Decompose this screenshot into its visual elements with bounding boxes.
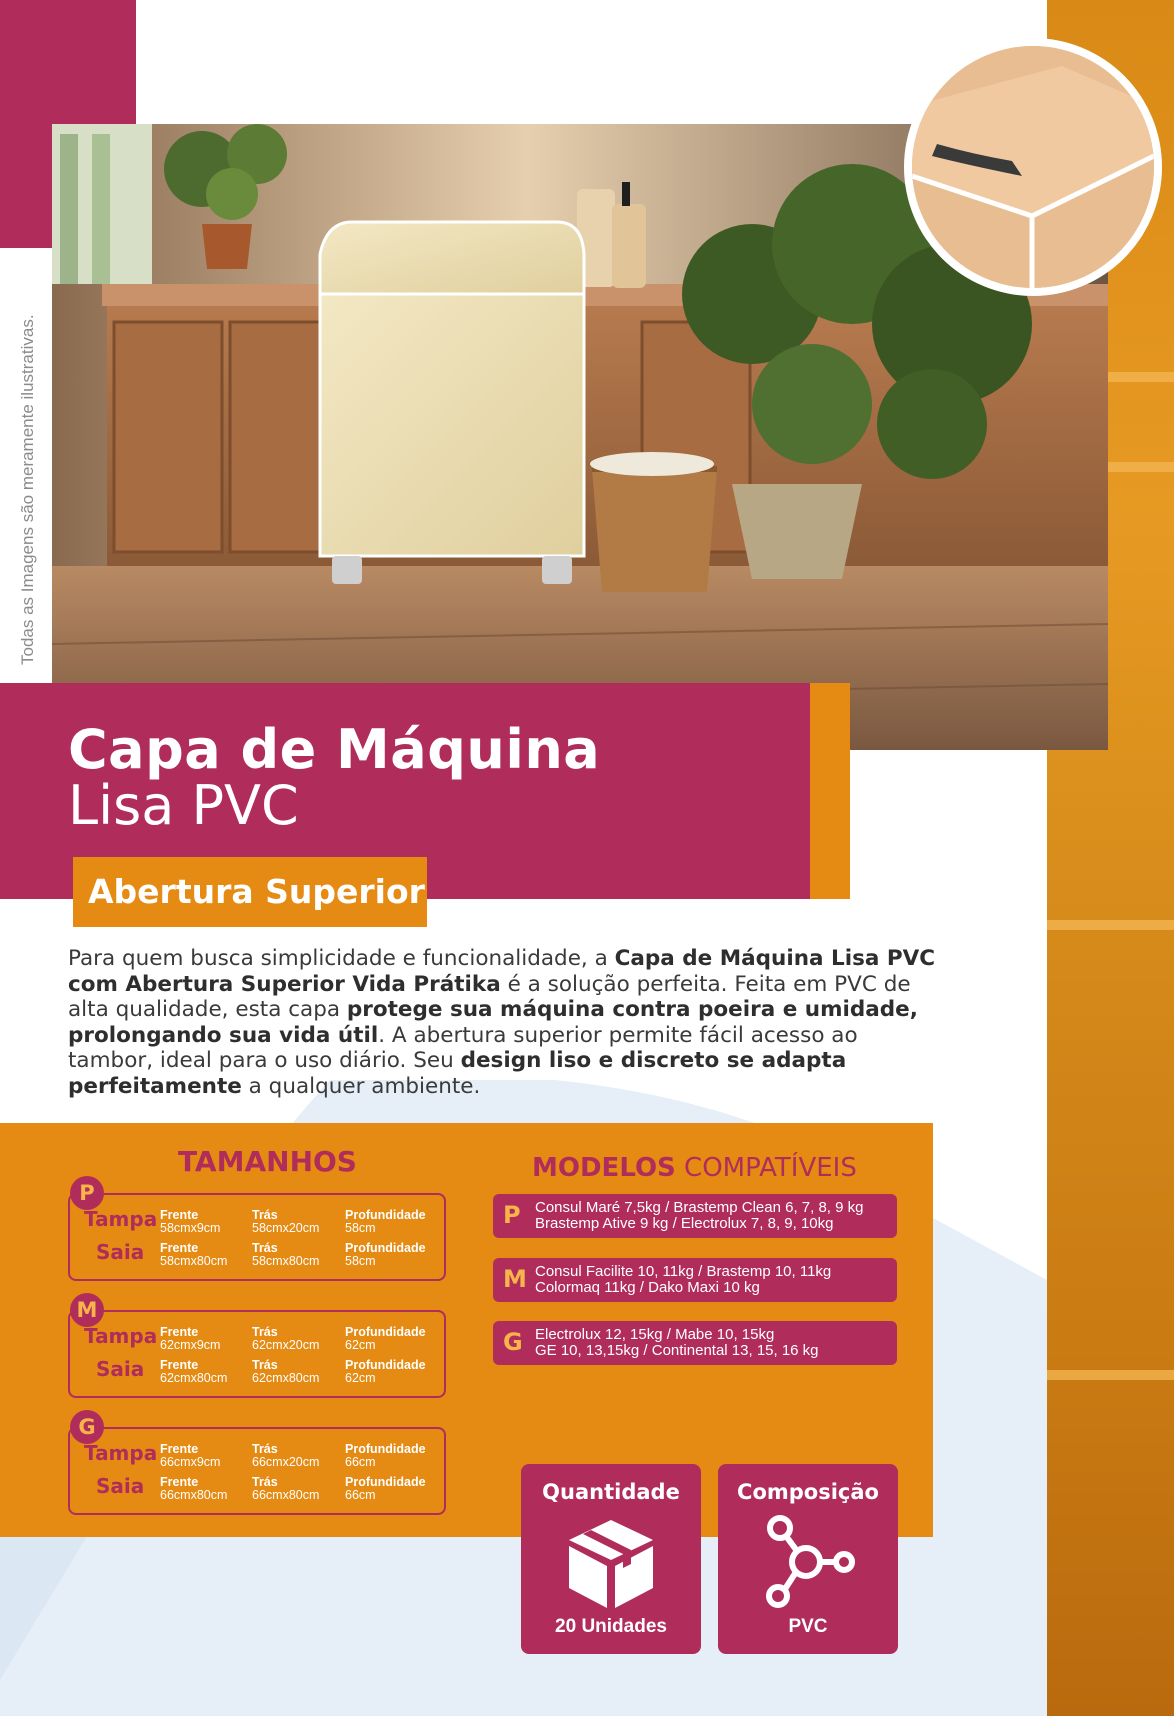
size-cell-value: 58cmx80cm (252, 1253, 320, 1268)
size-cell (345, 1326, 426, 1351)
models-heading (532, 1153, 857, 1183)
size-cell (160, 1326, 220, 1351)
size-badge: P (70, 1176, 104, 1210)
size-cell-value: 66cmx80cm (160, 1487, 228, 1502)
sizes-heading: TAMANHOS (178, 1145, 357, 1178)
description-text: é a solução perfeita. Feita em PVC de alta qualidade, esta capa (68, 971, 911, 1022)
size-row-label: Saia (96, 1474, 145, 1498)
description-text: Para quem busca simplicidade e funcionalidade, a (68, 946, 615, 971)
model-row-m (493, 1258, 897, 1302)
models-heading-bold: MODELOS (532, 1153, 676, 1183)
size-cell (160, 1443, 220, 1468)
size-cell-heading: Trás (252, 1241, 278, 1255)
size-cell-heading: Trás (252, 1208, 278, 1222)
size-cell (345, 1242, 426, 1267)
description-text: a qualquer ambiente. (241, 1073, 481, 1099)
size-cell (160, 1242, 227, 1267)
size-cell (345, 1209, 426, 1234)
size-cell-heading: Frente (160, 1358, 199, 1372)
size-row-label: Tampa (84, 1207, 158, 1231)
model-text-line: Consul Facilite 10, 11kg / Brastemp 10, 11kg (535, 1263, 832, 1280)
models-heading-regular: COMPATÍVEIS (675, 1153, 857, 1183)
size-cell-value: 62cmx9cm (160, 1337, 221, 1352)
size-cell-heading: Profundidade (345, 1442, 426, 1456)
size-cell-heading: Profundidade (345, 1208, 426, 1222)
description-highlight: Capa de Máquina Lisa PVC com Abertura Superior Vida Prátika (68, 946, 936, 997)
size-badge: M (70, 1293, 104, 1327)
size-cell-value: 62cmx80cm (160, 1370, 228, 1385)
size-cell (252, 1359, 319, 1384)
size-cell-value: 58cmx20cm (252, 1220, 320, 1235)
quantity-card-title: Quantidade (542, 1480, 680, 1504)
box-icon (561, 1512, 661, 1616)
composition-card (718, 1464, 898, 1654)
size-cell-value: 66cmx9cm (160, 1454, 221, 1469)
model-text-line: GE 10, 13,15kg / Continental 13, 15, 16 kg (535, 1342, 819, 1359)
size-cell-heading: Trás (252, 1325, 278, 1339)
size-cell-heading: Profundidade (345, 1325, 426, 1339)
model-text-line: Electrolux 12, 15kg / Mabe 10, 15kg (535, 1326, 775, 1343)
size-cell-value: 66cmx80cm (252, 1487, 320, 1502)
model-size-letter: G (503, 1328, 523, 1356)
size-cell-value: 58cmx80cm (160, 1253, 228, 1268)
composition-card-title: Composição (737, 1480, 879, 1504)
size-cell (252, 1326, 319, 1351)
size-cell (160, 1476, 227, 1501)
size-cell-heading: Frente (160, 1208, 199, 1222)
model-size-letter: M (503, 1265, 527, 1293)
size-cell-heading: Frente (160, 1241, 199, 1255)
size-cell-value: 66cm (345, 1454, 376, 1469)
size-cell-heading: Profundidade (345, 1475, 426, 1489)
size-cell (252, 1476, 319, 1501)
cover-detail-closeup (912, 46, 1154, 288)
molecule-icon (758, 1512, 858, 1616)
size-cell-heading: Profundidade (345, 1358, 426, 1372)
quantity-value: 20 Unidades (555, 1616, 667, 1637)
description-text: . A abertura superior permite fácil acesso ao tambor, ideal para o uso diário. Seu (68, 1022, 858, 1073)
size-cell (345, 1476, 426, 1501)
size-cell-heading: Frente (160, 1325, 199, 1339)
size-cell-value: 58cmx9cm (160, 1220, 221, 1235)
size-cell-value: 62cm (345, 1370, 376, 1385)
size-cell-value: 62cmx20cm (252, 1337, 320, 1352)
size-cell (345, 1359, 426, 1384)
size-cell-value: 58cm (345, 1220, 376, 1235)
size-cell-value: 62cm (345, 1337, 376, 1352)
model-size-letter: P (503, 1201, 521, 1229)
subtitle-text: Abertura Superior (88, 872, 425, 911)
size-cell-heading: Profundidade (345, 1241, 426, 1255)
description-highlight: protege sua máquina contra poeira e umidade, prolongando sua vida útil (68, 997, 918, 1048)
size-cell-heading: Trás (252, 1442, 278, 1456)
size-badge: G (70, 1410, 104, 1444)
quantity-card (521, 1464, 701, 1654)
size-cell (345, 1443, 426, 1468)
size-cell (160, 1209, 220, 1234)
page-title: Capa de Máquina (68, 718, 601, 781)
size-cell-value: 62cmx80cm (252, 1370, 320, 1385)
size-cell-heading: Frente (160, 1475, 199, 1489)
model-text-line: Consul Maré 7,5kg / Brastemp Clean 6, 7, 8, 9 kg (535, 1199, 864, 1216)
size-cell-value: 66cm (345, 1487, 376, 1502)
page-title-line2: Lisa PVC (68, 774, 299, 837)
size-cell-heading: Trás (252, 1358, 278, 1372)
model-text-line: Colormaq 11kg / Dako Maxi 10 kg (535, 1279, 760, 1296)
product-description (68, 946, 948, 1099)
model-row-g (493, 1321, 897, 1365)
size-cell-value: 58cm (345, 1253, 376, 1268)
model-row-p (493, 1194, 897, 1238)
size-row-label: Tampa (84, 1324, 158, 1348)
model-text-line: Brastemp Ative 9 kg / Electrolux 7, 8, 9, 10kg (535, 1215, 834, 1232)
title-accent-bar (810, 683, 850, 899)
size-row-label: Saia (96, 1240, 145, 1264)
size-row-label: Saia (96, 1357, 145, 1381)
size-cell (252, 1443, 319, 1468)
composition-value: PVC (788, 1616, 828, 1637)
size-cell-heading: Trás (252, 1475, 278, 1489)
size-cell (252, 1242, 319, 1267)
description-highlight: design liso e discreto se adapta perfeitamente (68, 1048, 847, 1099)
size-row-label: Tampa (84, 1441, 158, 1465)
size-cell (160, 1359, 227, 1384)
size-cell-heading: Frente (160, 1442, 199, 1456)
size-cell (252, 1209, 319, 1234)
size-cell-value: 66cmx20cm (252, 1454, 320, 1469)
